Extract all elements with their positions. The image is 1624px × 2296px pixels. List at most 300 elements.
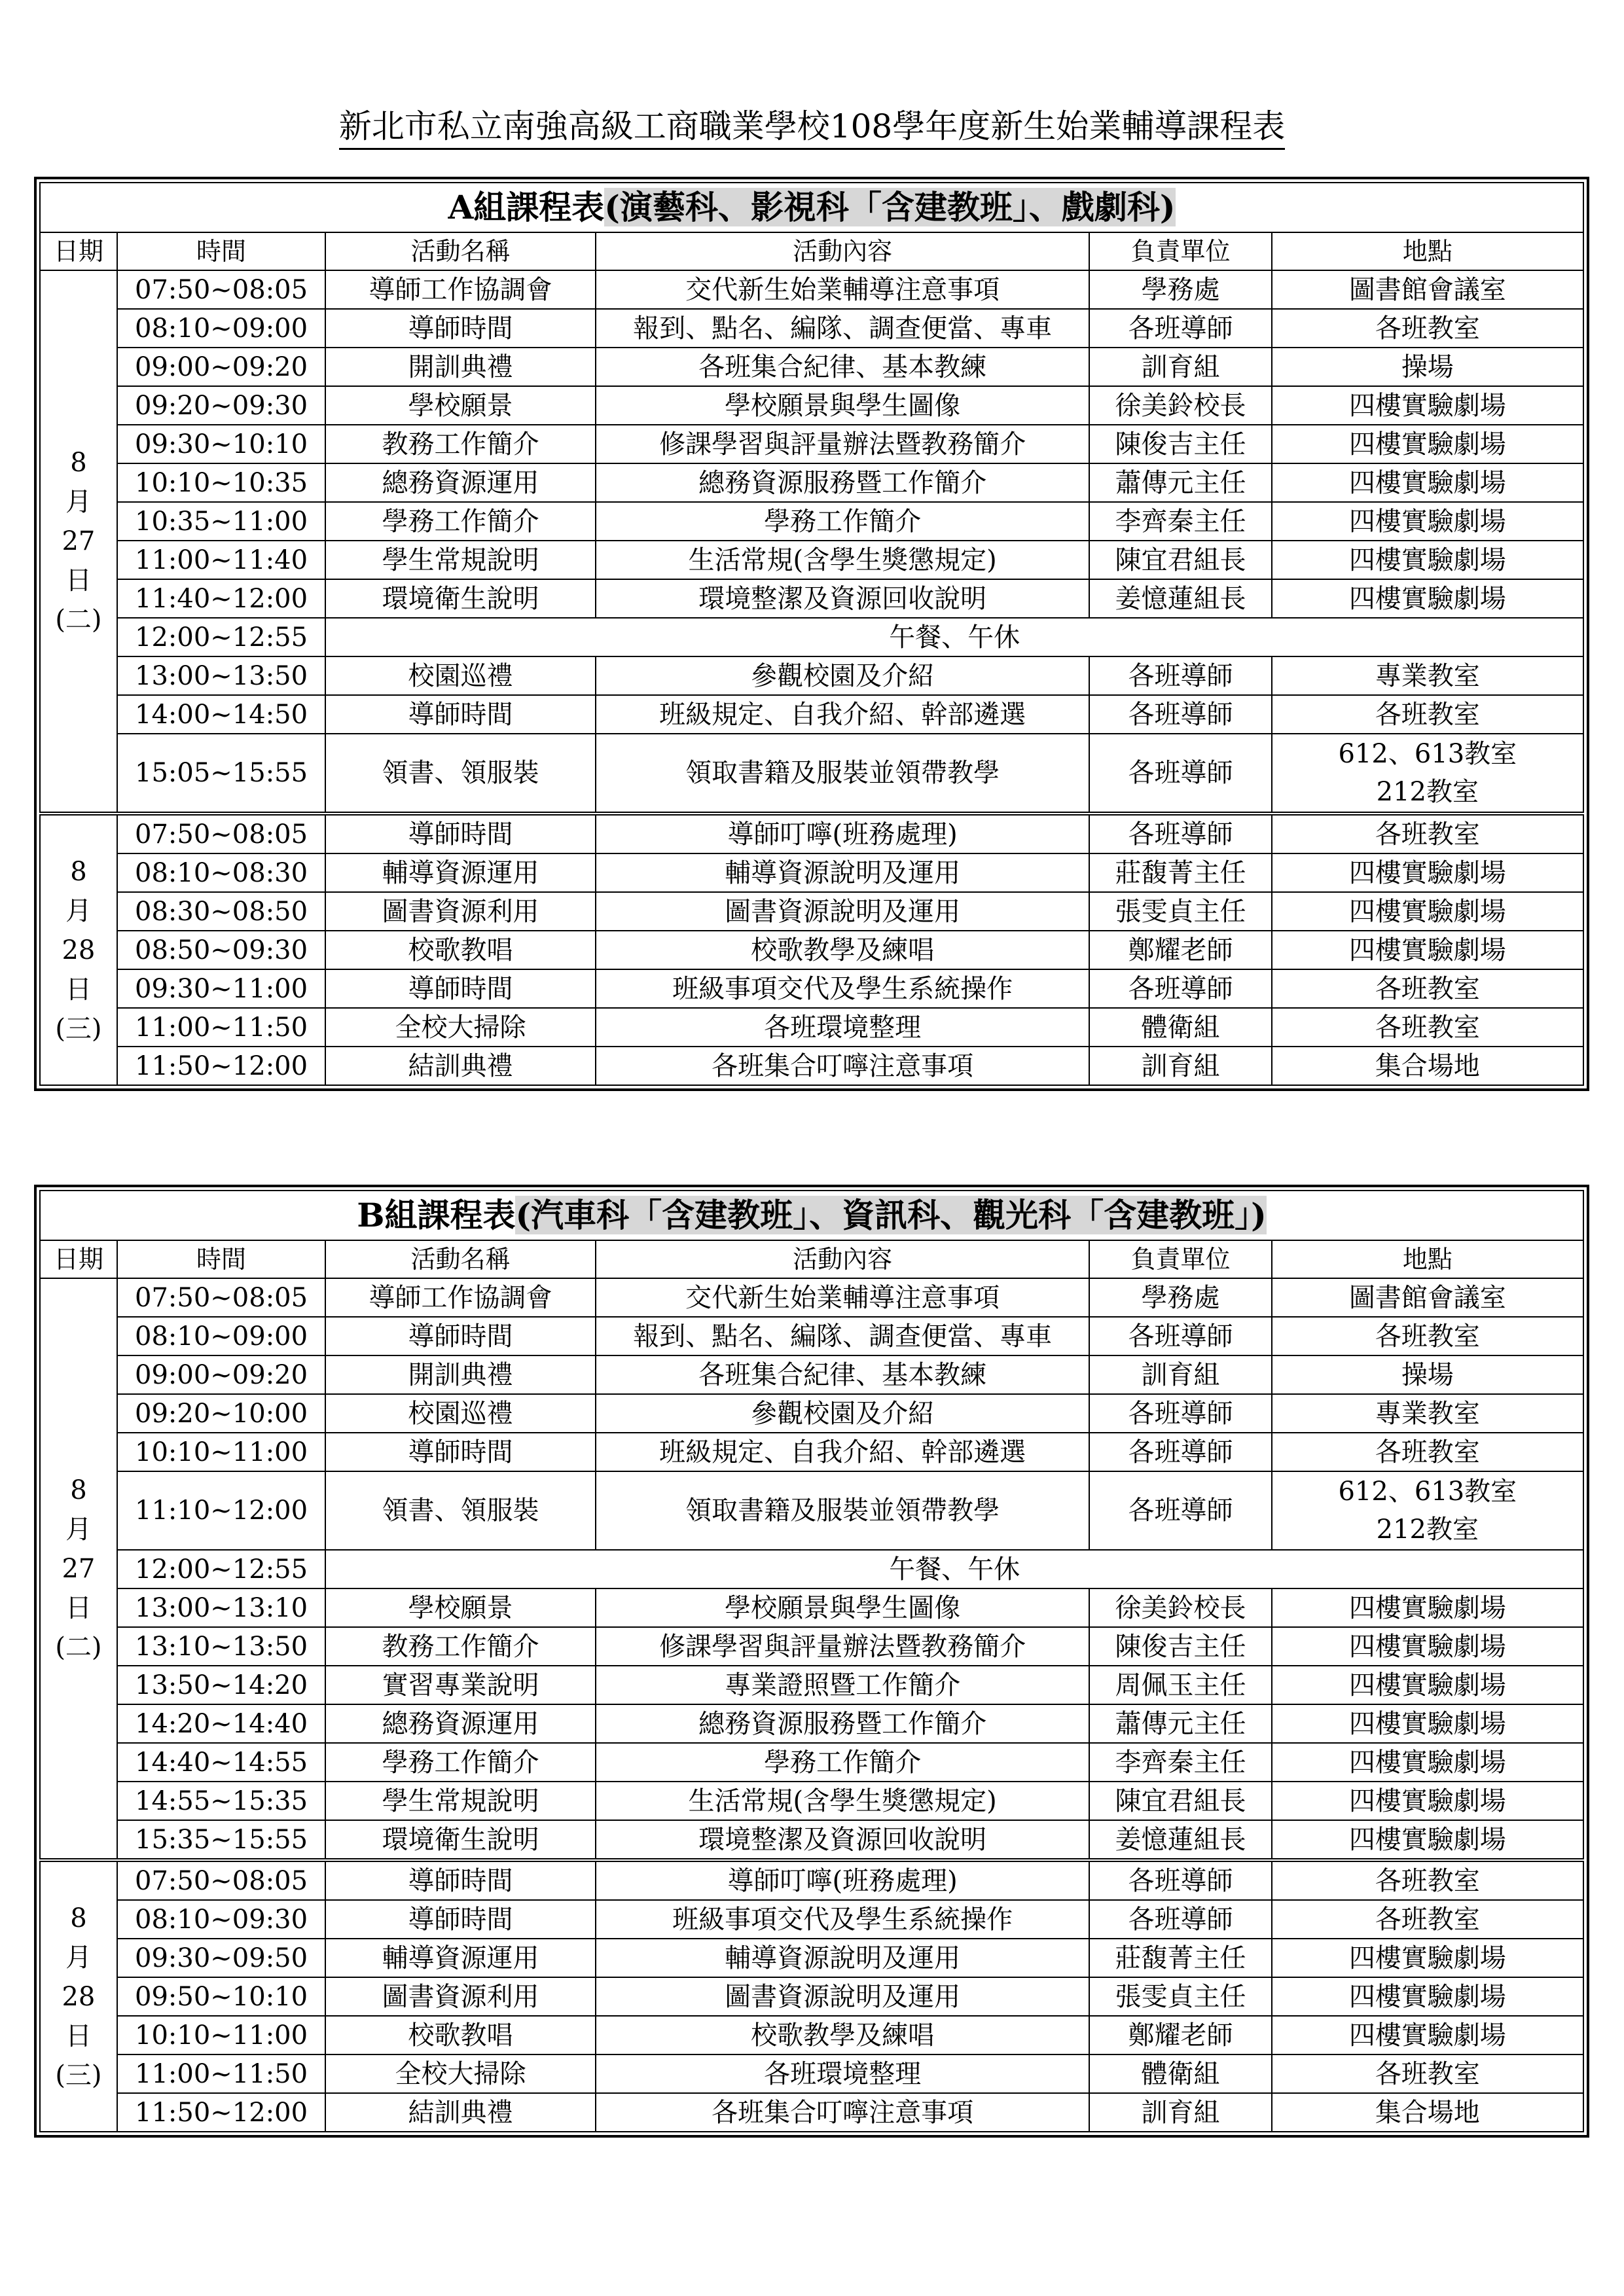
activity-content-cell: 校歌教學及練唱 xyxy=(596,2016,1090,2054)
date-line: 8 xyxy=(70,856,87,887)
location-cell xyxy=(1272,2016,1583,2054)
responsible-unit-cell: 各班導師 xyxy=(1089,1900,1271,1939)
table-row xyxy=(40,1782,1583,1820)
table-row xyxy=(40,1939,1583,1977)
header-activity-content: 活動內容 xyxy=(596,1240,1090,1278)
location-cell xyxy=(1272,386,1583,425)
date-line: 27 xyxy=(62,1553,96,1584)
activity-name-cell: 導師時間 xyxy=(325,814,596,853)
header-date: 日期 xyxy=(40,232,117,270)
header-time: 時間 xyxy=(117,232,325,270)
activity-name-cell: 圖書資源利用 xyxy=(325,1977,596,2016)
responsible-unit-cell: 各班導師 xyxy=(1089,309,1271,348)
table-row xyxy=(40,1860,1583,1900)
responsible-unit-cell: 學務處 xyxy=(1089,1278,1271,1317)
table-row xyxy=(40,1900,1583,1939)
time-cell: 14:20~14:40 xyxy=(117,1704,325,1743)
location-line: 四樓實驗劇場 xyxy=(1348,506,1506,537)
activity-content-cell: 班級規定、自我介紹、幹部遴選 xyxy=(596,695,1090,734)
time-cell: 08:10~09:30 xyxy=(117,1900,325,1939)
time-cell: 14:40~14:55 xyxy=(117,1743,325,1782)
location-line: 各班教室 xyxy=(1375,1904,1480,1935)
location-line: 各班教室 xyxy=(1375,1012,1480,1043)
table-row xyxy=(40,618,1583,656)
responsible-unit-cell: 李齊秦主任 xyxy=(1089,1743,1271,1782)
time-cell: 15:35~15:55 xyxy=(117,1820,325,1860)
location-cell xyxy=(1272,309,1583,348)
date-line: (三) xyxy=(55,2060,102,2090)
responsible-unit-cell: 各班導師 xyxy=(1089,814,1271,853)
location-line: 212教室 xyxy=(1376,777,1479,807)
location-line: 專業教室 xyxy=(1375,1398,1480,1429)
responsible-unit-cell: 各班導師 xyxy=(1089,656,1271,695)
location-line: 612、613教室 xyxy=(1338,739,1517,769)
date-line: (二) xyxy=(55,1632,102,1662)
activity-content-cell: 學務工作簡介 xyxy=(596,502,1090,541)
time-cell: 13:10~13:50 xyxy=(117,1627,325,1666)
date-line: 月 xyxy=(65,487,92,517)
location-cell xyxy=(1272,1355,1583,1394)
location-line: 612、613教室 xyxy=(1338,1477,1517,1507)
location-line: 四樓實驗劇場 xyxy=(1348,1785,1506,1816)
activity-name-cell: 學校願景 xyxy=(325,1588,596,1627)
date-line: 日 xyxy=(65,565,92,596)
activity-name-cell: 總務資源運用 xyxy=(325,463,596,502)
location-cell xyxy=(1272,463,1583,502)
header-activity-content: 活動內容 xyxy=(596,232,1090,270)
location-line: 四樓實驗劇場 xyxy=(1348,1592,1506,1623)
time-cell: 07:50~08:05 xyxy=(117,814,325,853)
activity-content-cell: 學務工作簡介 xyxy=(596,1743,1090,1782)
location-line: 四樓實驗劇場 xyxy=(1348,857,1506,888)
date-cell xyxy=(40,1860,117,2132)
location-cell xyxy=(1272,892,1583,931)
activity-name-cell: 學生常規說明 xyxy=(325,541,596,579)
location-line: 操場 xyxy=(1401,1359,1454,1390)
group-caption xyxy=(444,185,1179,230)
location-cell xyxy=(1272,425,1583,463)
activity-content-cell: 學校願景與學生圖像 xyxy=(596,386,1090,425)
group-caption-main: A組課程表 xyxy=(448,188,605,226)
time-cell: 13:50~14:20 xyxy=(117,1666,325,1704)
time-cell: 10:10~10:35 xyxy=(117,463,325,502)
activity-name-cell: 導師工作協調會 xyxy=(325,270,596,309)
date-line: (二) xyxy=(55,605,102,635)
date-line: 月 xyxy=(65,1942,92,1973)
activity-content-cell: 報到、點名、編隊、調查便當、專車 xyxy=(596,1317,1090,1355)
activity-name-cell: 校歌教唱 xyxy=(325,2016,596,2054)
activity-name-cell: 輔導資源運用 xyxy=(325,853,596,892)
responsible-unit-cell: 各班導師 xyxy=(1089,1317,1271,1355)
responsible-unit-cell: 鄭耀老師 xyxy=(1089,2016,1271,2054)
table-row xyxy=(40,1394,1583,1433)
location-line: 四樓實驗劇場 xyxy=(1348,2020,1506,2051)
location-cell xyxy=(1272,969,1583,1008)
responsible-unit-cell: 張雯貞主任 xyxy=(1089,1977,1271,2016)
location-cell xyxy=(1272,695,1583,734)
location-cell xyxy=(1272,1047,1583,1085)
location-cell xyxy=(1272,1743,1583,1782)
location-line: 四樓實驗劇場 xyxy=(1348,896,1506,927)
activity-name-cell: 圖書資源利用 xyxy=(325,892,596,931)
activity-name-cell: 校園巡禮 xyxy=(325,656,596,695)
responsible-unit-cell: 陳宜君組長 xyxy=(1089,1782,1271,1820)
location-cell xyxy=(1272,1471,1583,1550)
group-caption xyxy=(353,1193,1271,1238)
activity-name-cell: 學務工作簡介 xyxy=(325,502,596,541)
activity-content-cell: 交代新生始業輔導注意事項 xyxy=(596,270,1090,309)
location-line: 圖書館會議室 xyxy=(1348,1282,1506,1313)
date-cell xyxy=(40,814,117,1085)
table-row xyxy=(40,1047,1583,1085)
location-line: 四樓實驗劇場 xyxy=(1348,1747,1506,1778)
group-caption-main: B組課程表 xyxy=(357,1196,516,1234)
activity-name-cell: 學務工作簡介 xyxy=(325,1743,596,1782)
caption-cell xyxy=(40,1191,1583,1240)
activity-name-cell: 學校願景 xyxy=(325,386,596,425)
activity-content-cell: 各班環境整理 xyxy=(596,2054,1090,2093)
time-cell: 09:50~10:10 xyxy=(117,1977,325,2016)
activity-name-cell: 開訓典禮 xyxy=(325,348,596,386)
location-line: 集合場地 xyxy=(1375,2097,1480,2128)
activity-name-cell: 導師時間 xyxy=(325,1900,596,1939)
activity-name-cell: 實習專業說明 xyxy=(325,1666,596,1704)
table-row xyxy=(40,502,1583,541)
activity-content-cell: 交代新生始業輔導注意事項 xyxy=(596,1278,1090,1317)
table-row xyxy=(40,425,1583,463)
activity-name-cell: 導師時間 xyxy=(325,969,596,1008)
date-line: 月 xyxy=(65,1514,92,1545)
location-line: 四樓實驗劇場 xyxy=(1348,467,1506,498)
location-cell xyxy=(1272,1820,1583,1860)
table-row xyxy=(40,931,1583,969)
table-row xyxy=(40,1704,1583,1743)
time-cell: 09:00~09:20 xyxy=(117,348,325,386)
table-row xyxy=(40,656,1583,695)
activity-name-cell: 總務資源運用 xyxy=(325,1704,596,1743)
location-cell xyxy=(1272,814,1583,853)
activity-content-cell: 班級事項交代及學生系統操作 xyxy=(596,969,1090,1008)
table-row xyxy=(40,1820,1583,1860)
time-cell: 15:05~15:55 xyxy=(117,734,325,814)
time-cell: 13:00~13:10 xyxy=(117,1588,325,1627)
location-cell xyxy=(1272,1433,1583,1471)
location-line: 四樓實驗劇場 xyxy=(1348,1631,1506,1662)
activity-content-cell: 專業證照暨工作簡介 xyxy=(596,1666,1090,1704)
date-line: 28 xyxy=(62,1981,96,2012)
location-line: 各班教室 xyxy=(1375,819,1480,850)
header-row xyxy=(40,232,1583,270)
location-cell xyxy=(1272,853,1583,892)
responsible-unit-cell: 訓育組 xyxy=(1089,1355,1271,1394)
responsible-unit-cell: 徐美鈴校長 xyxy=(1089,386,1271,425)
date-line: 27 xyxy=(62,526,96,556)
activity-content-cell: 輔導資源說明及運用 xyxy=(596,1939,1090,1977)
activity-content-cell: 圖書資源說明及運用 xyxy=(596,1977,1090,2016)
activity-name-cell: 校歌教唱 xyxy=(325,931,596,969)
table-row xyxy=(40,309,1583,348)
responsible-unit-cell: 李齊秦主任 xyxy=(1089,502,1271,541)
location-cell xyxy=(1272,1666,1583,1704)
location-line: 各班教室 xyxy=(1375,699,1480,730)
caption-cell xyxy=(40,183,1583,232)
responsible-unit-cell: 訓育組 xyxy=(1089,2093,1271,2132)
responsible-unit-cell: 各班導師 xyxy=(1089,734,1271,814)
document-title xyxy=(0,103,1624,149)
activity-content-cell: 班級規定、自我介紹、幹部遴選 xyxy=(596,1433,1090,1471)
activity-content-cell: 校歌教學及練唱 xyxy=(596,931,1090,969)
table-row xyxy=(40,1471,1583,1550)
date-line: 日 xyxy=(65,2020,92,2051)
activity-name-cell: 領書、領服裝 xyxy=(325,1471,596,1550)
activity-content-cell: 報到、點名、編隊、調查便當、專車 xyxy=(596,309,1090,348)
responsible-unit-cell: 姜憶蓮組長 xyxy=(1089,579,1271,618)
activity-name-cell: 校園巡禮 xyxy=(325,1394,596,1433)
activity-content-cell: 導師叮嚀(班務處理) xyxy=(596,814,1090,853)
time-cell: 11:00~11:50 xyxy=(117,2054,325,2093)
activity-name-cell: 結訓典禮 xyxy=(325,1047,596,1085)
header-activity-name: 活動名稱 xyxy=(325,1240,596,1278)
location-line: 四樓實驗劇場 xyxy=(1348,1708,1506,1739)
location-cell xyxy=(1272,1317,1583,1355)
time-cell: 14:55~15:35 xyxy=(117,1782,325,1820)
header-location: 地點 xyxy=(1272,232,1583,270)
activity-content-cell: 導師叮嚀(班務處理) xyxy=(596,1860,1090,1900)
table-row xyxy=(40,1743,1583,1782)
location-cell xyxy=(1272,348,1583,386)
location-line: 四樓實驗劇場 xyxy=(1348,1943,1506,1973)
location-cell xyxy=(1272,1977,1583,2016)
table-row xyxy=(40,1627,1583,1666)
responsible-unit-cell: 各班導師 xyxy=(1089,1860,1271,1900)
activity-content-cell: 各班集合叮嚀注意事項 xyxy=(596,2093,1090,2132)
date-line: 8 xyxy=(70,1903,87,1933)
schedule-table xyxy=(39,182,1584,1086)
table-row xyxy=(40,348,1583,386)
location-line: 各班教室 xyxy=(1375,2058,1480,2089)
location-cell xyxy=(1272,1394,1583,1433)
activity-content-cell: 各班環境整理 xyxy=(596,1008,1090,1047)
header-responsible-unit: 負責單位 xyxy=(1089,232,1271,270)
date-line: 28 xyxy=(62,935,96,965)
time-cell: 09:20~10:00 xyxy=(117,1394,325,1433)
location-cell xyxy=(1272,579,1583,618)
activity-content-cell: 環境整潔及資源回收說明 xyxy=(596,579,1090,618)
responsible-unit-cell: 體衛組 xyxy=(1089,2054,1271,2093)
time-cell: 09:30~11:00 xyxy=(117,969,325,1008)
caption-row xyxy=(40,1191,1583,1240)
location-line: 四樓實驗劇場 xyxy=(1348,1824,1506,1855)
location-cell xyxy=(1272,541,1583,579)
table-row xyxy=(40,892,1583,931)
time-cell: 09:30~10:10 xyxy=(117,425,325,463)
time-cell: 14:00~14:50 xyxy=(117,695,325,734)
table-row xyxy=(40,2093,1583,2132)
location-cell xyxy=(1272,1939,1583,1977)
responsible-unit-cell: 體衛組 xyxy=(1089,1008,1271,1047)
time-cell: 10:10~11:00 xyxy=(117,2016,325,2054)
time-cell: 11:10~12:00 xyxy=(117,1471,325,1550)
location-cell xyxy=(1272,270,1583,309)
responsible-unit-cell: 徐美鈴校長 xyxy=(1089,1588,1271,1627)
time-cell: 10:10~11:00 xyxy=(117,1433,325,1471)
date-line: 8 xyxy=(70,1475,87,1505)
date-line: 日 xyxy=(65,974,92,1005)
time-cell: 09:20~09:30 xyxy=(117,386,325,425)
location-cell xyxy=(1272,1860,1583,1900)
responsible-unit-cell: 訓育組 xyxy=(1089,348,1271,386)
location-line: 各班教室 xyxy=(1375,1437,1480,1467)
table-row xyxy=(40,1977,1583,2016)
table-row xyxy=(40,1317,1583,1355)
table-row xyxy=(40,734,1583,814)
activity-content-cell: 修課學習與評量辦法暨教務簡介 xyxy=(596,425,1090,463)
location-line: 各班教室 xyxy=(1375,1321,1480,1352)
group-a-schedule xyxy=(34,177,1589,1091)
time-cell: 08:30~08:50 xyxy=(117,892,325,931)
activity-name-cell: 開訓典禮 xyxy=(325,1355,596,1394)
document-title-text: 新北市私立南強高級工商職業學校108學年度新生始業輔導課程表 xyxy=(339,107,1285,150)
header-row xyxy=(40,1240,1583,1278)
date-line: 8 xyxy=(70,448,87,478)
location-cell xyxy=(1272,1900,1583,1939)
responsible-unit-cell: 蕭傳元主任 xyxy=(1089,463,1271,502)
activity-name-cell: 全校大掃除 xyxy=(325,2054,596,2093)
time-cell: 07:50~08:05 xyxy=(117,1278,325,1317)
activity-name-cell: 教務工作簡介 xyxy=(325,425,596,463)
activity-content-cell: 總務資源服務暨工作簡介 xyxy=(596,1704,1090,1743)
schedule-table xyxy=(39,1190,1584,2132)
location-line: 專業教室 xyxy=(1375,660,1480,691)
table-row xyxy=(40,386,1583,425)
responsible-unit-cell: 各班導師 xyxy=(1089,969,1271,1008)
lunch-break-cell: 午餐、午休 xyxy=(325,1550,1583,1588)
time-cell: 12:00~12:55 xyxy=(117,1550,325,1588)
responsible-unit-cell: 學務處 xyxy=(1089,270,1271,309)
responsible-unit-cell: 各班導師 xyxy=(1089,695,1271,734)
lunch-break-cell: 午餐、午休 xyxy=(325,618,1583,656)
location-cell xyxy=(1272,1627,1583,1666)
time-cell: 07:50~08:05 xyxy=(117,270,325,309)
activity-content-cell: 各班集合叮嚀注意事項 xyxy=(596,1047,1090,1085)
header-activity-name: 活動名稱 xyxy=(325,232,596,270)
location-line: 圖書館會議室 xyxy=(1348,274,1506,305)
table-row xyxy=(40,541,1583,579)
header-responsible-unit: 負責單位 xyxy=(1089,1240,1271,1278)
time-cell: 11:50~12:00 xyxy=(117,2093,325,2132)
responsible-unit-cell: 姜憶蓮組長 xyxy=(1089,1820,1271,1860)
table-row xyxy=(40,814,1583,853)
activity-name-cell: 導師時間 xyxy=(325,1317,596,1355)
table-row xyxy=(40,1588,1583,1627)
activity-content-cell: 環境整潔及資源回收說明 xyxy=(596,1820,1090,1860)
time-cell: 08:10~09:00 xyxy=(117,1317,325,1355)
activity-content-cell: 各班集合紀律、基本教練 xyxy=(596,348,1090,386)
activity-content-cell: 參觀校園及介紹 xyxy=(596,1394,1090,1433)
location-cell xyxy=(1272,734,1583,814)
location-cell xyxy=(1272,1588,1583,1627)
group-caption-departments: (汽車科「含建教班」、資訊科、觀光科「含建教班」) xyxy=(515,1196,1267,1234)
location-line: 各班教室 xyxy=(1375,1865,1480,1896)
group-b-schedule xyxy=(34,1185,1589,2138)
responsible-unit-cell: 莊馥菁主任 xyxy=(1089,1939,1271,1977)
table-row xyxy=(40,579,1583,618)
location-line: 四樓實驗劇場 xyxy=(1348,935,1506,965)
date-line: 月 xyxy=(65,895,92,926)
time-cell: 11:40~12:00 xyxy=(117,579,325,618)
location-line: 四樓實驗劇場 xyxy=(1348,390,1506,421)
time-cell: 08:10~08:30 xyxy=(117,853,325,892)
group-caption-departments: (演藝科、影視科「含建教班」、戲劇科) xyxy=(604,188,1176,226)
activity-content-cell: 圖書資源說明及運用 xyxy=(596,892,1090,931)
responsible-unit-cell: 周佩玉主任 xyxy=(1089,1666,1271,1704)
time-cell: 08:10~09:00 xyxy=(117,309,325,348)
responsible-unit-cell: 陳俊吉主任 xyxy=(1089,1627,1271,1666)
activity-name-cell: 環境衛生說明 xyxy=(325,579,596,618)
location-line: 操場 xyxy=(1401,351,1454,382)
table-row xyxy=(40,1550,1583,1588)
responsible-unit-cell: 蕭傳元主任 xyxy=(1089,1704,1271,1743)
date-cell xyxy=(40,1278,117,1860)
activity-content-cell: 學校願景與學生圖像 xyxy=(596,1588,1090,1627)
time-cell: 11:00~11:40 xyxy=(117,541,325,579)
location-line: 四樓實驗劇場 xyxy=(1348,1670,1506,1700)
activity-content-cell: 領取書籍及服裝並領帶教學 xyxy=(596,1471,1090,1550)
location-line: 各班教室 xyxy=(1375,313,1480,344)
header-location: 地點 xyxy=(1272,1240,1583,1278)
time-cell: 11:00~11:50 xyxy=(117,1008,325,1047)
date-line: (三) xyxy=(55,1013,102,1044)
header-time: 時間 xyxy=(117,1240,325,1278)
location-line: 各班教室 xyxy=(1375,973,1480,1004)
table-row xyxy=(40,2054,1583,2093)
location-cell xyxy=(1272,2054,1583,2093)
activity-name-cell: 導師時間 xyxy=(325,1433,596,1471)
time-cell: 09:00~09:20 xyxy=(117,1355,325,1394)
responsible-unit-cell: 各班導師 xyxy=(1089,1433,1271,1471)
table-row xyxy=(40,2016,1583,2054)
location-cell xyxy=(1272,656,1583,695)
caption-row xyxy=(40,183,1583,232)
location-line: 212教室 xyxy=(1376,1515,1479,1545)
time-cell: 09:30~09:50 xyxy=(117,1939,325,1977)
activity-content-cell: 輔導資源說明及運用 xyxy=(596,853,1090,892)
location-cell xyxy=(1272,2093,1583,2132)
responsible-unit-cell: 張雯貞主任 xyxy=(1089,892,1271,931)
activity-content-cell: 領取書籍及服裝並領帶教學 xyxy=(596,734,1090,814)
location-line: 四樓實驗劇場 xyxy=(1348,545,1506,575)
table-row xyxy=(40,463,1583,502)
table-row xyxy=(40,1278,1583,1317)
activity-name-cell: 學生常規說明 xyxy=(325,1782,596,1820)
activity-content-cell: 班級事項交代及學生系統操作 xyxy=(596,1900,1090,1939)
activity-content-cell: 生活常規(含學生獎懲規定) xyxy=(596,541,1090,579)
table-row xyxy=(40,695,1583,734)
activity-content-cell: 修課學習與評量辦法暨教務簡介 xyxy=(596,1627,1090,1666)
activity-name-cell: 導師時間 xyxy=(325,695,596,734)
location-cell xyxy=(1272,1704,1583,1743)
date-line: 日 xyxy=(65,1592,92,1623)
table-row xyxy=(40,969,1583,1008)
location-cell xyxy=(1272,931,1583,969)
location-line: 四樓實驗劇場 xyxy=(1348,1981,1506,2012)
table-row xyxy=(40,1355,1583,1394)
activity-content-cell: 生活常規(含學生獎懲規定) xyxy=(596,1782,1090,1820)
activity-name-cell: 結訓典禮 xyxy=(325,2093,596,2132)
location-line: 四樓實驗劇場 xyxy=(1348,429,1506,459)
location-line: 集合場地 xyxy=(1375,1050,1480,1081)
responsible-unit-cell: 莊馥菁主任 xyxy=(1089,853,1271,892)
